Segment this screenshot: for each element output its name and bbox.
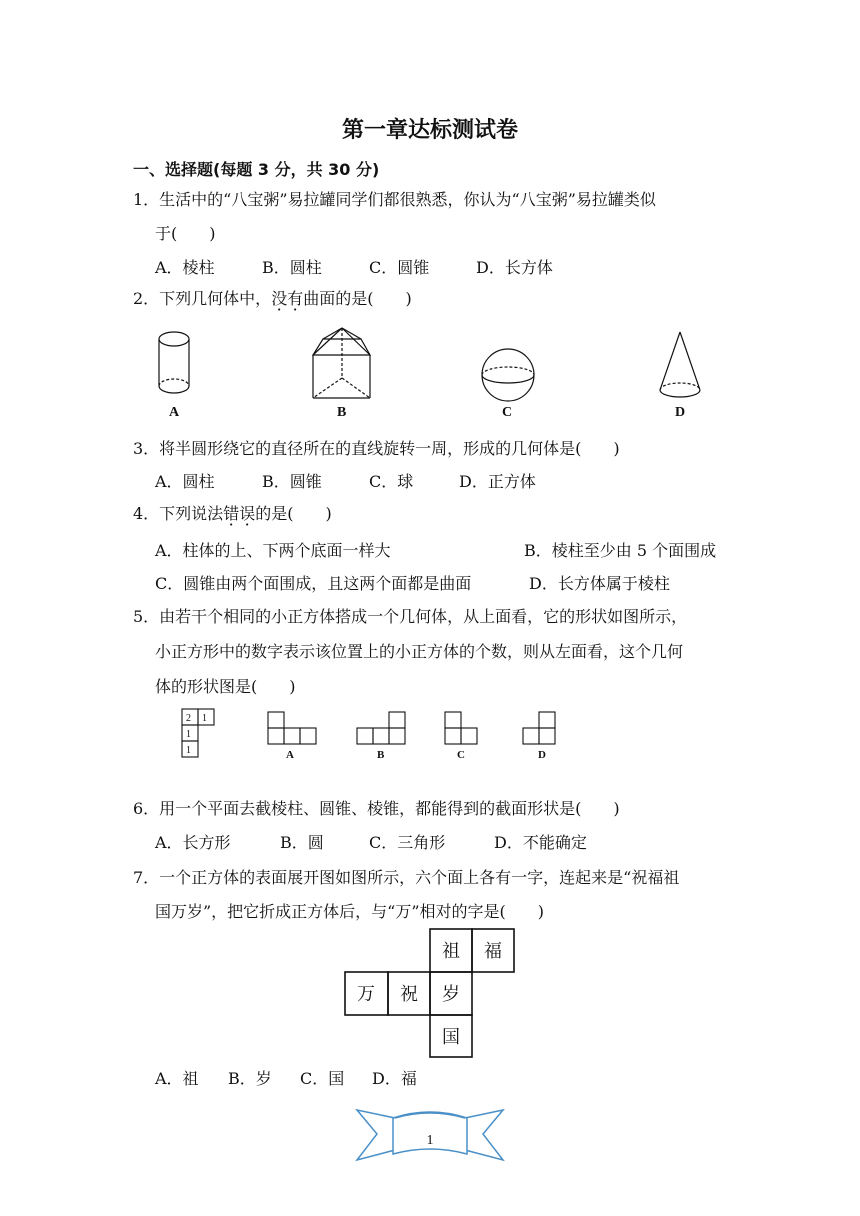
cylinder-shape [159,332,189,393]
option-c-view [445,712,477,744]
q4-option-b: B．棱柱至少由 5 个面围成 [524,541,717,560]
q7-text-line2: 国万岁”，把它折成正方体后，与“万”相对的字是( ) [155,902,545,921]
grid-number-2: 1 [202,713,207,724]
net-face-zhu: 祝 [400,984,418,1004]
net-face-sui: 岁 [442,984,460,1004]
q2-figure-label-d: D [675,405,686,420]
net-face-fu: 福 [484,941,502,961]
q6-text: 6．用一个平面去截棱柱、圆锥、棱锥，都能得到的截面形状是( ) [133,799,620,818]
q1-option-a: A．棱柱 [155,258,215,277]
q5-figure-label-c: C [457,749,465,761]
q5-text-line1: 5．由若干个相同的小正方体搭成一个几何体，从上面看，它的形状如图所示， [133,607,688,626]
net-face-zu: 祖 [442,941,460,961]
q4-option-d: D．长方体属于棱柱 [529,574,670,593]
q2-text [133,289,412,309]
q7-option-c: C．国 [300,1069,345,1088]
q2-figure-label-a: A [169,405,180,420]
q5-views-figure [180,706,570,766]
option-a-view [268,712,316,744]
sphere-shape [482,349,534,401]
cube-net-figure [340,926,520,1060]
q3-option-d: D．正方体 [459,472,536,491]
q7-text-line1: 7．一个正方体的表面展开图如图所示，六个面上各有一字，连起来是“祝福祖 [133,868,680,887]
q4-emphasis-2: 误 [239,504,256,523]
net-face-guo: 国 [442,1027,460,1047]
q6-option-b: B．圆 [280,833,324,852]
q5-figure-label-b: B [377,749,385,761]
q4-text [133,504,332,524]
page-number-ribbon [355,1104,505,1166]
q2-emphasis-1: 没 [271,289,288,308]
q1-option-b: B．圆柱 [262,258,322,277]
q3-option-b: B．圆锥 [262,472,322,491]
q1-option-c: C．圆锥 [369,258,430,277]
q2-text-post: 曲面的是( ) [303,289,412,308]
q4-text-post: 的是( ) [255,504,332,523]
q1-text-line2: 于( ) [155,224,216,243]
triangular-prism-shape [313,328,370,398]
q4-option-c: C．圆锥由两个面围成，且这两个面都是曲面 [155,574,472,593]
q6-option-a: A．长方形 [155,833,231,852]
q3-option-c: C．球 [369,472,414,491]
page-number: 1 [426,1133,434,1148]
q6-option-c: C．三角形 [369,833,446,852]
q6-option-d: D．不能确定 [494,833,587,852]
q5-figure-label-d: D [538,749,546,761]
q3-option-a: A．圆柱 [155,472,215,491]
grid-number-4: 1 [186,745,191,756]
page-title: 第一章达标测试卷 [341,118,518,143]
q7-option-d: D．福 [372,1069,417,1088]
q2-figure-label-c: C [502,405,513,420]
ribbon-right-tail [465,1110,503,1160]
q2-figure-label-b: B [337,405,347,420]
q2-emphasis-2: 有 [287,289,304,308]
q1-text-line1: 1．生活中的“八宝粥”易拉罐同学们都很熟悉，你认为“八宝粥”易拉罐类似 [133,190,656,209]
q2-solids-figure [140,322,720,422]
q2-text-pre: 2．下列几何体中， [133,289,272,308]
cone-shape [660,332,700,397]
ribbon-left-tail [357,1110,395,1160]
q5-text-line2: 小正方形中的数字表示该位置上的小正方体的个数，则从左面看，这个几何 [155,642,684,661]
option-d-view [523,712,555,744]
q1-option-d: D．长方体 [476,258,553,277]
q5-text-line3: 体的形状图是( ) [155,677,296,696]
q4-emphasis-1: 错 [223,504,240,523]
q5-figure-label-a: A [286,749,294,761]
net-face-wan: 万 [357,984,375,1004]
grid-number-1: 2 [186,713,191,724]
q4-text-pre: 4．下列说法 [133,504,224,523]
grid-number-3: 1 [186,729,191,740]
option-b-view [357,712,405,744]
q7-option-b: B．岁 [228,1069,272,1088]
q7-option-a: A．祖 [155,1069,199,1088]
section-heading: 一、选择题(每题 3 分，共 30 分) [133,160,380,179]
q4-option-a: A．柱体的上、下两个底面一样大 [155,541,391,560]
q3-text: 3．将半圆形绕它的直径所在的直线旋转一周，形成的几何体是( ) [133,439,620,458]
